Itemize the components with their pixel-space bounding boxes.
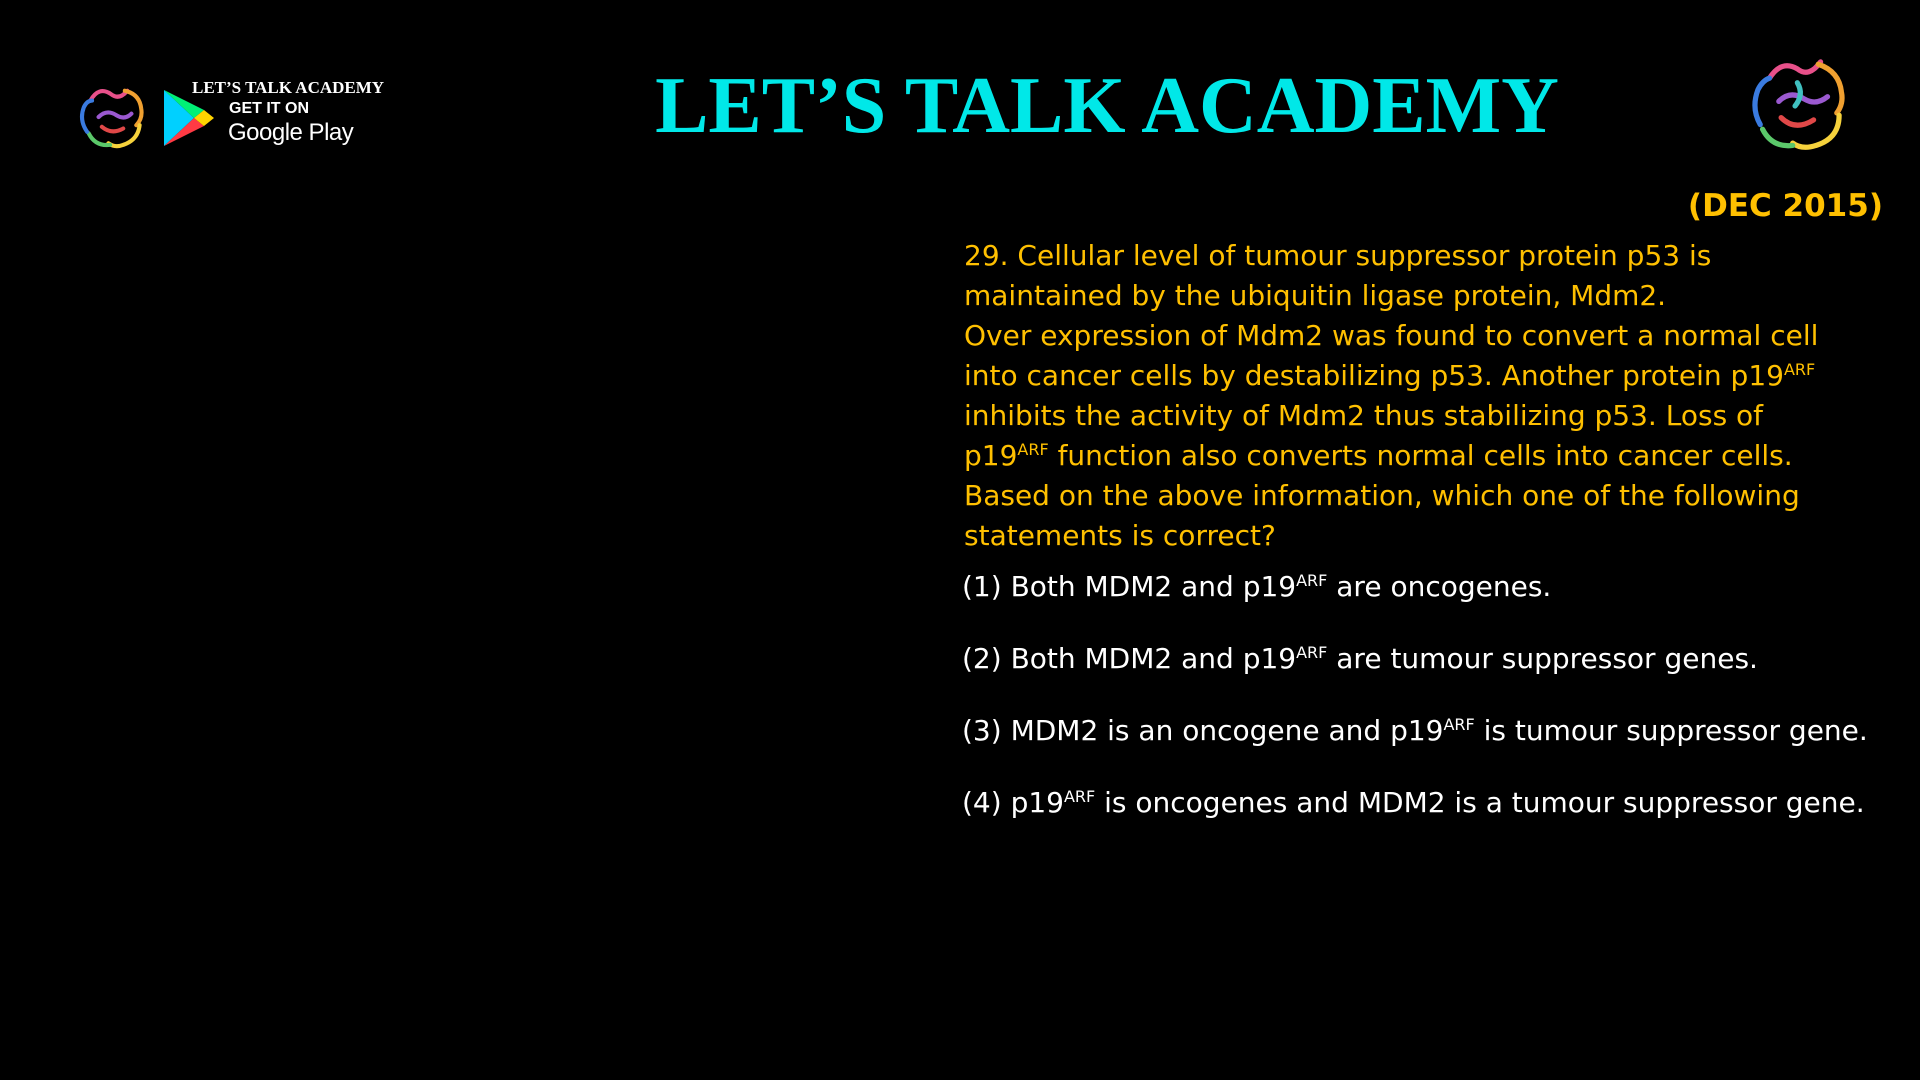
question-line: 29. Cellular level of tumour suppressor protein p53 is [964,239,1712,272]
answer-option-1[interactable]: (1) Both MDM2 and $p19^{ARF}$ are oncogenes. [962,570,1552,603]
question-line: into cancer cells by destabilizing p53. Another protein $p19^{ARF}$ [964,359,1816,392]
question-line: $p19^{ARF}$ function also converts normal cells into cancer cells. [964,439,1793,472]
answer-option-4[interactable]: (4) $p19^{ARF}$ is oncogenes and MDM2 is a tumour suppressor gene. [962,786,1865,819]
badge-academy-name: LET’S TALK ACADEMY [192,78,385,97]
question-line: Over expression of Mdm2 was found to convert a normal cell [964,319,1819,352]
protein-structure-logo-icon [1744,48,1860,164]
answer-option-3[interactable]: (3) MDM2 is an oncogene and $p19^{ARF}$ is tumour suppressor gene. [962,714,1868,747]
question-line: maintained by the ubiquitin ligase protein, Mdm2. [964,279,1667,312]
question-line: Based on the above information, which one of the following [964,479,1800,512]
page-title: LET’S TALK ACADEMY [655,62,1559,150]
answer-option-2[interactable]: (2) Both MDM2 and $p19^{ARF}$ are tumour suppressor genes. [962,642,1758,675]
badge-get-it-on: GET IT ON [229,100,309,117]
question-text [964,236,1884,556]
badge-store-name: Google Play [228,119,354,146]
question-line: statements is correct? [964,519,1276,552]
question-line: inhibits the activity of Mdm2 thus stabilizing p53. Loss of [964,399,1764,432]
exam-year-tag: (DEC 2015) [1687,188,1883,224]
